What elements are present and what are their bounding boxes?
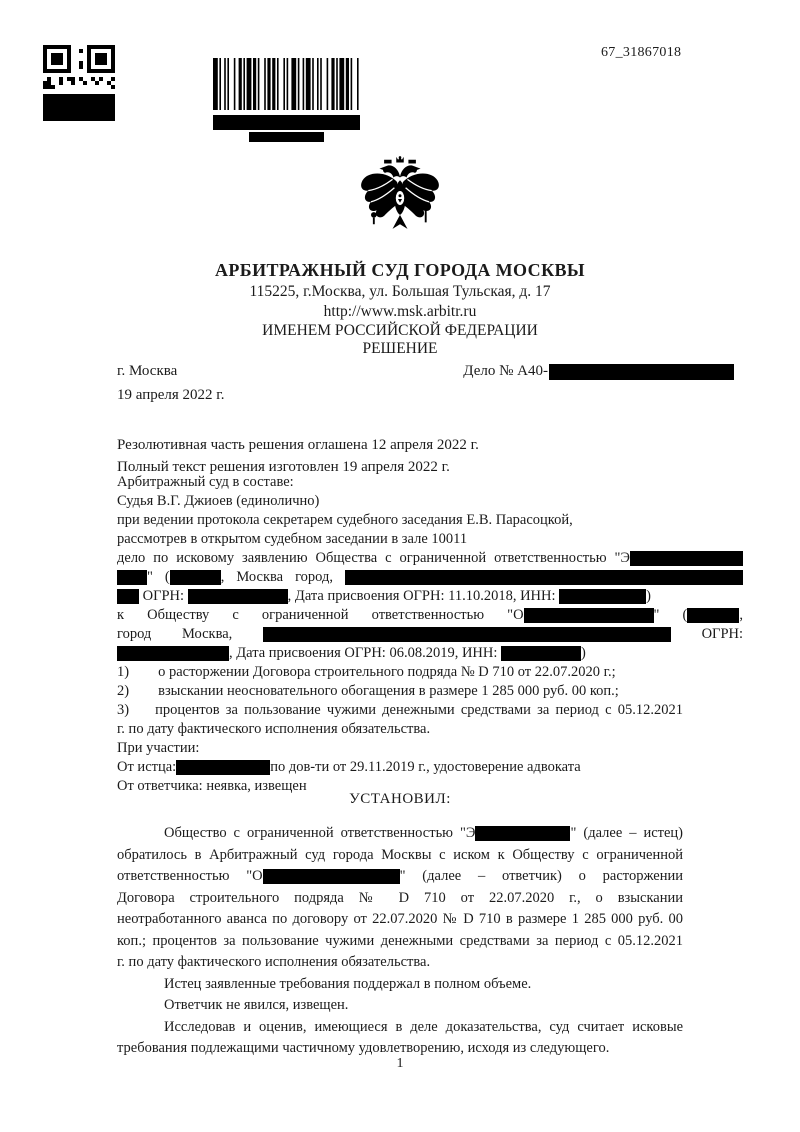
coat-of-arms [0,156,800,247]
case-number-prefix: Дело № А40- [463,363,548,379]
text-line [117,931,683,953]
text-line [117,663,683,682]
text-line [117,492,683,511]
text-segment: рассмотрев в открытом судебном заседании в зале 10011 [117,531,468,547]
text-line [117,974,683,996]
text-segment: Судья В.Г. Джиоев (единолично) [117,493,320,509]
coat-of-arms-russia-icon [354,156,446,242]
text-segment: Исследовав и оценив, имеющиеся в деле доказательства, суд считает исковые [164,1018,683,1035]
qr-code [43,45,115,121]
redaction-bar [213,115,360,130]
text-segment: Общество с ограниченной ответственностью "Э [164,825,476,841]
text-line [117,644,683,663]
city-label: г. Москва [117,363,178,379]
redaction-bar [170,570,221,585]
redaction-bar [249,132,324,142]
barcode-icon [213,58,360,110]
text-segment: по дов-ти от 29.11.2019 г., удостоверение адвоката [270,759,581,775]
ustanovil-heading: УСТАНОВИЛ: [349,791,451,807]
text-line [117,530,683,549]
text-line [117,587,683,606]
findings-block [117,823,683,1060]
tab-gap [129,694,158,695]
text-line [117,909,683,931]
redaction-bar [345,570,743,585]
text-segment: " (далее – истец) [570,825,683,841]
text-segment: г. по дату фактического исполнения обязательства. [117,721,431,737]
document-number: 67_31867018 [601,45,682,60]
text-segment: неотработанного аванса по договору от 22.07.2020 № D 710 в размере 1 285 000 руб. 00 [117,911,683,927]
text-line [117,720,683,739]
text-line [117,568,743,587]
text-line [117,549,743,568]
full-text-line: Полный текст решения изготовлен 19 апреля 2022 г. [117,459,450,475]
text-segment: , [739,607,744,623]
text-line [117,701,683,720]
redaction-bar [263,869,400,884]
text-segment: ) [581,645,586,661]
text-segment: 2) [117,683,130,699]
case-number [463,363,734,380]
text-segment: ответственностью "О [117,868,263,884]
text-segment: к Обществу с ограниченной ответственностью "О [117,607,524,623]
text-segment: 1) [117,664,130,680]
redaction-bar [117,589,139,604]
text-segment: при ведении протокола секретарем судебного заседания Е.В. Парасоцкой, [117,512,573,528]
text-segment: " ( [147,569,170,585]
text-line [117,866,683,888]
text-line [117,606,743,625]
text-segment: коп.; процентов за пользование чужими денежными средствами за период с 05.12.2021 [117,932,683,949]
in-the-name-line: ИМЕНЕМ РОССИЙСКОЙ ФЕДЕРАЦИИ [262,322,538,339]
redaction-bar [117,570,147,585]
court-address: 115225, г.Москва, ул. Большая Тульская, д. 17 [249,283,551,300]
text-line [117,823,683,845]
court-name: АРБИТРАЖНЫЙ СУД ГОРОДА МОСКВЫ [214,260,586,280]
redaction-bar [117,646,229,661]
text-segment: " ( [653,607,688,623]
text-line [117,995,683,1017]
text-segment: , Дата присвоения ОГРН: 06.08.2019, ИНН: [229,645,502,661]
text-line [117,473,683,492]
barcode [213,58,360,142]
tab-gap [129,675,158,676]
text-line [117,758,683,777]
text-segment: взыскании неосновательного обогащения в размере 1 285 000 руб. 00 коп.; [158,683,619,699]
text-line [117,845,683,867]
redaction-bar [559,589,646,604]
redaction-bar [687,608,739,623]
text-segment: обратилось в Арбитражный суд города Москвы с иском к Обществу с ограниченной [117,846,683,863]
text-segment: дело по исковому заявлению Общества с ограниченной ответственностью "Э [117,550,630,566]
redaction-bar [501,646,581,661]
text-line [117,625,743,644]
resolutive-part-line: Резолютивная часть решения оглашена 12 апреля 2022 г. [117,437,479,453]
redaction-bar [475,826,570,841]
text-line [117,511,683,530]
text-segment: процентов за пользование чужими денежными средствами за период с 05.12.2021 [155,702,683,718]
text-segment: Ответчик не явился, извещен. [164,997,349,1013]
text-segment: От истца: [117,759,177,775]
redaction-bar [549,364,734,380]
redaction-bar [630,551,743,566]
text-segment: ОГРН: [670,626,744,642]
redaction-bar [524,608,654,623]
text-segment: город Москва, [117,626,263,642]
text-segment: " (далее – ответчик) о расторжении [399,868,683,884]
text-segment: Договора строительного подряда № D 710 от 22.07.2020 г., о взыскании [117,889,683,906]
text-segment: Истец заявленные требования поддержал в полном объеме. [164,975,532,992]
text-line [117,952,683,974]
text-segment: г. по дату фактического исполнения обязательства. [117,954,431,970]
court-website: http://www.msk.arbitr.ru [323,303,477,320]
case-intro-block [117,473,744,796]
text-line [117,1017,683,1039]
document-type-heading: РЕШЕНИЕ [362,340,438,357]
text-segment: , Дата присвоения ОГРН: 11.10.2018, ИНН: [287,588,560,604]
text-segment: От ответчика: неявка, извещен [117,778,307,794]
text-segment: о расторжении Договора строительного подряда № D 710 от 22.07.2020 г.; [158,664,616,680]
decision-date: 19 апреля 2022 г. [117,387,225,403]
qr-code-icon [43,45,115,89]
text-line [117,739,683,758]
text-line [117,888,683,910]
text-segment: , Москва город, [220,569,345,585]
text-segment: При участии: [117,740,200,756]
text-segment: Арбитражный суд в составе: [117,474,294,490]
page-number: 1 [396,1056,404,1071]
text-segment: 3) [117,702,130,718]
text-line [117,682,683,701]
text-segment: ) [646,588,651,604]
tab-gap [129,713,155,714]
redaction-bar [188,589,288,604]
redaction-bar [43,94,115,121]
redaction-bar [176,760,270,775]
text-segment: ОГРН: [139,588,188,604]
redaction-bar [263,627,671,642]
text-segment: требования подлежащими частичному удовлетворению, исходя из следующего. [117,1040,610,1056]
